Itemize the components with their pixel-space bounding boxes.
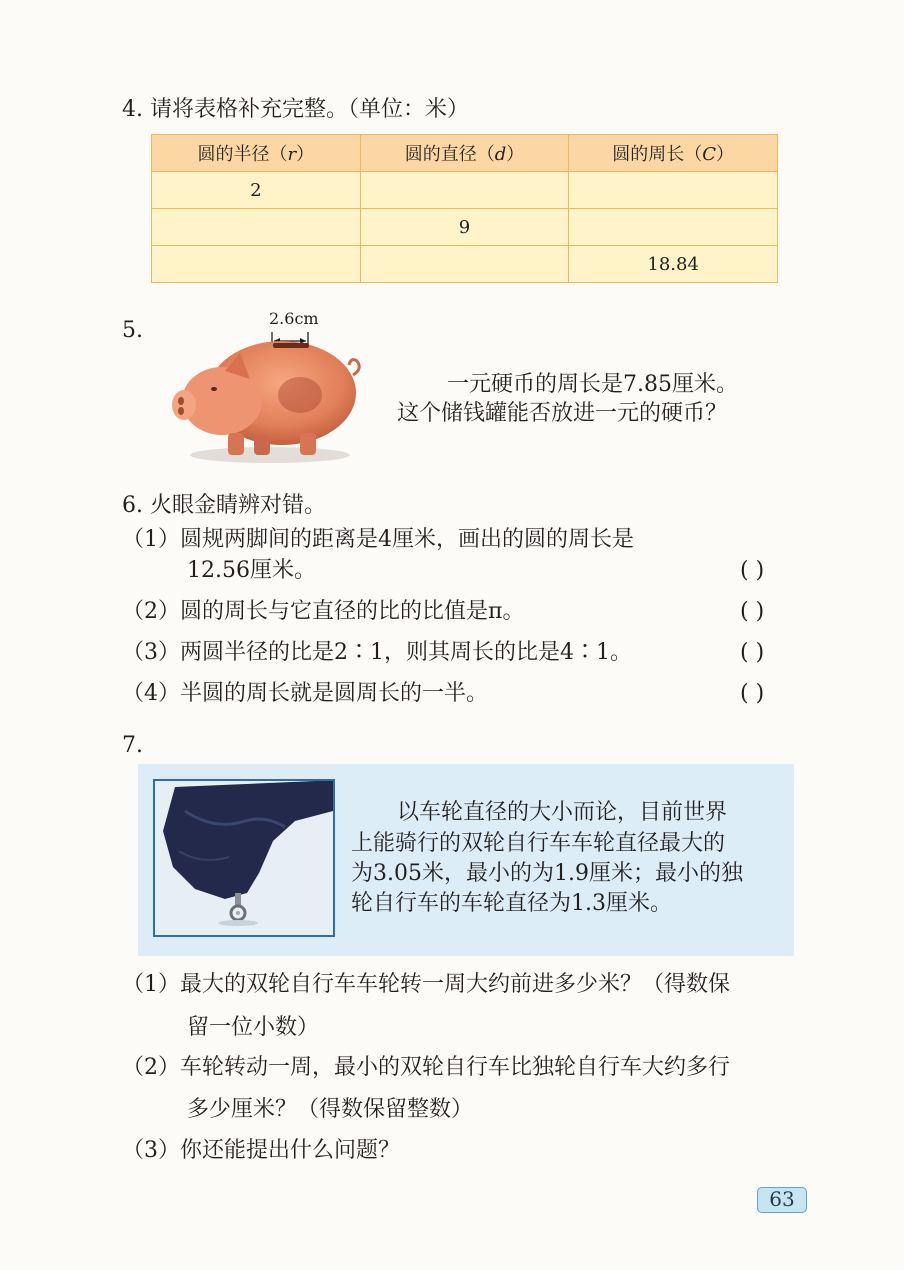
table-row	[152, 246, 778, 283]
table-header-row	[152, 135, 778, 172]
table-cell[interactable]: 2	[152, 172, 361, 209]
header-circumference: 圆的周长（C）	[569, 135, 778, 172]
table-cell[interactable]	[569, 172, 778, 209]
q6-item-2	[122, 597, 524, 627]
item-text: 半圆的周长就是圆周长的一半。	[180, 681, 489, 706]
item-number: （2）	[122, 1055, 180, 1080]
item-text: 你还能提出什么问题？	[180, 1138, 401, 1163]
piggy-bank-image	[170, 305, 362, 470]
q4-title: 4. 请将表格补充完整。（单位：米）	[122, 97, 469, 122]
q5-text-line2: 这个储钱罐能否放进一元的硬币？	[397, 401, 728, 426]
unicycle-photo	[153, 779, 335, 937]
item-number: （3）	[122, 640, 180, 665]
table-cell[interactable]	[360, 172, 569, 209]
item-text: 两圆半径的比是2∶1，则其周长的比是4∶1。	[180, 640, 632, 665]
item-number: （1）	[122, 527, 180, 552]
circle-table	[151, 134, 778, 283]
q7-question-2	[122, 1053, 730, 1083]
q6-item-3	[122, 638, 632, 668]
q6-title: 6. 火眼金睛辨对错。	[122, 493, 326, 518]
item-number: （2）	[122, 599, 180, 624]
q7-info-line3: 为3.05米，最小的为1.9厘米；最小的独	[351, 861, 743, 886]
table-cell[interactable]	[360, 246, 569, 283]
header-radius: 圆的半径（r）	[152, 135, 361, 172]
header-diameter: 圆的直径（d）	[360, 135, 569, 172]
q7-question-1	[122, 970, 730, 1000]
q6-item-1-cont: 12.56厘米。	[187, 558, 316, 583]
item-number: （4）	[122, 681, 180, 706]
table-cell[interactable]: 18.84	[569, 246, 778, 283]
table-cell[interactable]: 9	[360, 209, 569, 246]
item-text: 圆的周长与它直径的比的比值是π。	[180, 599, 525, 624]
item-text: 圆规两脚间的距离是4厘米，画出的圆的周长是	[180, 527, 634, 552]
answer-blank[interactable]: ( )	[740, 599, 765, 624]
table-cell[interactable]	[569, 209, 778, 246]
table-row	[152, 209, 778, 246]
q7-info-line1: 以车轮直径的大小而论，目前世界	[397, 800, 728, 825]
table-cell[interactable]	[152, 246, 361, 283]
answer-blank[interactable]: ( )	[740, 558, 765, 583]
q5-text-line1: 一元硬币的周长是7.85厘米。	[447, 372, 738, 397]
q6-item-1	[122, 525, 634, 555]
page-number: 63	[757, 1187, 807, 1213]
q7-info-line2: 上能骑行的双轮自行车车轮直径最大的	[351, 831, 726, 856]
q7-info-line4: 轮自行车的车轮直径为1.3厘米。	[351, 891, 672, 916]
item-text: 车轮转动一周，最小的双轮自行车比独轮自行车大约多行	[180, 1055, 731, 1080]
q7-question-2-cont: 多少厘米？（得数保留整数）	[187, 1097, 474, 1122]
q6-item-4	[122, 679, 488, 709]
answer-blank[interactable]: ( )	[740, 681, 765, 706]
q7-question-1-cont: 留一位小数）	[187, 1015, 320, 1040]
item-number: （1）	[122, 972, 180, 997]
q7-question-3	[122, 1136, 400, 1166]
slot-width-label: 2.6cm	[269, 309, 319, 328]
q7-number: 7.	[122, 733, 143, 758]
answer-blank[interactable]: ( )	[740, 640, 765, 665]
item-number: （3）	[122, 1138, 180, 1163]
q5-number: 5.	[122, 318, 143, 343]
item-text: 最大的双轮自行车车轮转一周大约前进多少米？（得数保	[180, 972, 731, 997]
table-cell[interactable]	[152, 209, 361, 246]
table-row	[152, 172, 778, 209]
